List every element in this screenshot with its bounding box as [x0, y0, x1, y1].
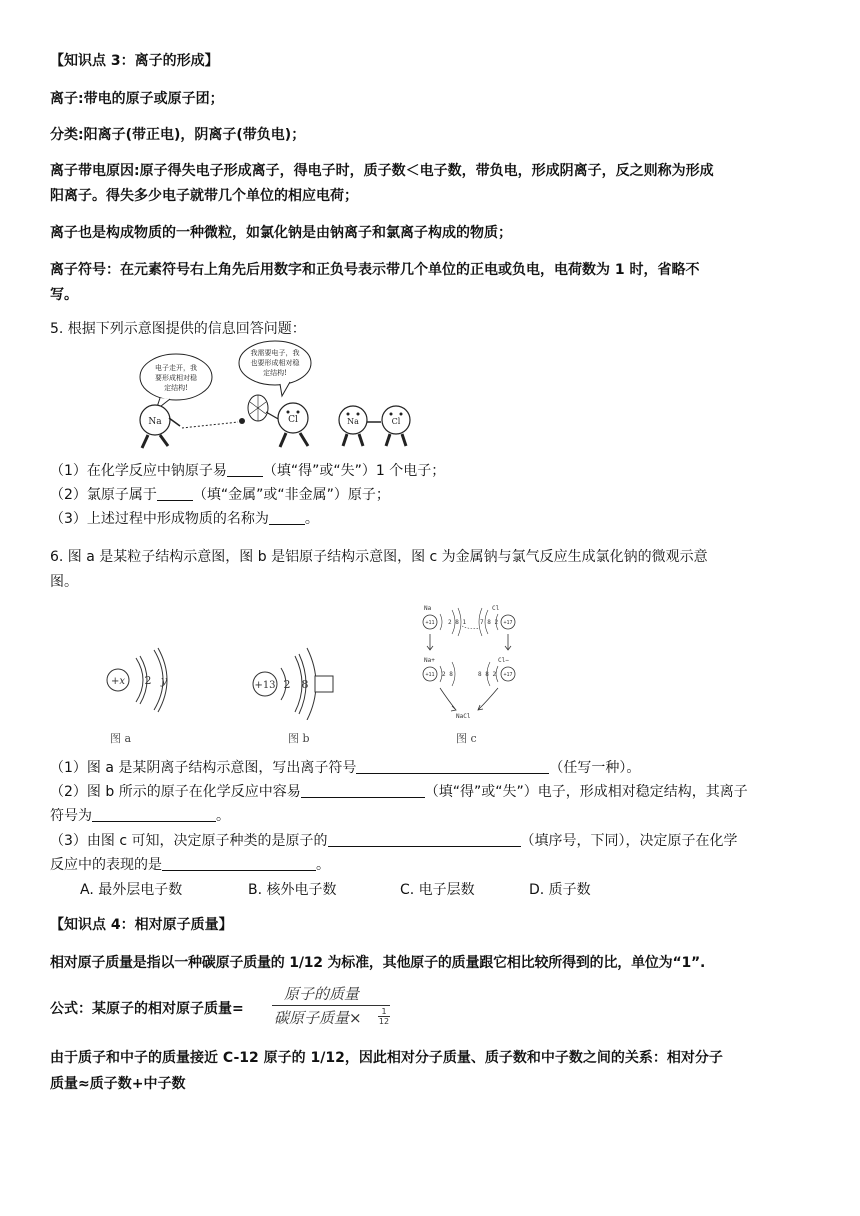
kp3-classification: 分类:阳离子(带正电)，阴离子(带负电)； — [50, 127, 306, 143]
q6-sub2 — [50, 781, 815, 801]
kp3-symbol-line2: 写。 — [50, 287, 78, 303]
svg-text:电子走开，我: 电子走开，我 — [155, 364, 197, 372]
kp3-composition: 离子也是构成物质的一种微粒，如氯化钠是由钠离子和氯离子构成的物质； — [50, 225, 512, 241]
fig-c-na-ion: Na+ — [424, 657, 435, 664]
formula-denominator: 碳原子质量× — [274, 1009, 362, 1027]
q5-cartoon-figure — [130, 340, 430, 452]
q6-sub3-cont — [50, 854, 815, 874]
q5-sub1 — [50, 460, 815, 480]
q5-sub3-text: （3）上述过程中形成物质的名称为 — [50, 511, 269, 527]
q6-sub3-hint: （填序号，下同），决定原子在化学 — [520, 833, 738, 849]
svg-text:也要形成相对稳: 也要形成相对稳 — [250, 359, 300, 367]
fig-c-cl-ion-shells: 8 8 2 — [478, 671, 497, 678]
fig-a-shell2: y — [160, 674, 168, 687]
svg-text:我需要电子，我: 我需要电子，我 — [250, 349, 300, 357]
q6-sub1-hint: （任写一种）。 — [549, 760, 641, 776]
q6-figure-c — [418, 600, 528, 725]
fig-c-na-ion-shells: 2 8 — [442, 671, 453, 678]
fig-c-na-shells: 2 8 1 — [448, 619, 467, 626]
fig-c-product: NaCl — [456, 713, 471, 720]
q6-stem-line1: 6. 图 a 是某粒子结构示意图，图 b 是铝原子结构示意图，图 c 为金属钠与氯气反应生成氯化钠的微观示意 — [50, 549, 708, 565]
q6-sub3-text: （3）由图 c 可知，决定原子种类的是原子的 — [50, 833, 328, 849]
fig-c-na-nucleus: +11 — [425, 620, 435, 626]
formula-frac-den: 12 — [378, 1017, 390, 1026]
kp3-title: 【知识点 3：离子的形成】 — [50, 53, 219, 69]
q6-sub2-hint: （填“得”或“失”）电子，形成相对稳定结构，其离子 — [424, 784, 748, 800]
q6-sub1-blank[interactable] — [356, 759, 549, 774]
q5-sub2-hint: （填“金属”或“非金属”）原子； — [192, 487, 390, 503]
q5-sub2-blank[interactable] — [157, 486, 193, 501]
q5-sub2 — [50, 484, 815, 504]
q5-sub1-text: （1）在化学反应中钠原子易 — [50, 463, 227, 479]
fig-b-nucleus: +13 — [254, 680, 276, 691]
fig-b-caption: 图 b — [288, 732, 310, 745]
kp4-relation-line1: 由于质子和中子的质量接近 C-12 原子的 1/12，因此相对分子质量、质子数和中子数之间的关系：相对分子 — [50, 1050, 723, 1066]
q6-sub3-blank2[interactable] — [162, 856, 316, 871]
q6-sub2-end: 。 — [216, 808, 230, 824]
kp4-formula-label: 公式：某原子的相对原子质量= — [50, 1001, 244, 1017]
q6-stem-line2: 图。 — [50, 574, 78, 590]
q5-sub1-blank[interactable] — [227, 462, 263, 477]
q5-sub3-end: 。 — [304, 511, 319, 527]
formula-frac-num: 1 — [381, 1007, 387, 1016]
svg-text:Na: Na — [347, 417, 359, 426]
kp4-formula-fraction — [270, 983, 400, 1031]
q6-figure-a — [100, 640, 180, 720]
q6-sub2-cont — [50, 805, 815, 825]
option-b: B. 核外电子数 — [248, 882, 337, 898]
fig-c-cl-ion-nucleus: +17 — [503, 672, 513, 678]
fig-b-shell2: 8 — [301, 678, 309, 691]
q6-sub2-symbol-text: 符号为 — [50, 808, 92, 824]
fig-c-cl: Cl — [492, 605, 500, 612]
q5-sub1-hint: （填“得”或“失”）1 个电子； — [262, 463, 446, 479]
q6-figure-b — [245, 640, 345, 720]
q6-sub2-text: （2）图 b 所示的原子在化学反应中容易 — [50, 784, 301, 800]
option-d: D. 质子数 — [529, 882, 591, 898]
fig-c-na-ion-nucleus: +11 — [425, 672, 435, 678]
q5-sub2-text: （2）氯原子属于 — [50, 487, 157, 503]
q5-sub3 — [50, 508, 815, 528]
formula-one-twelfth — [378, 1007, 390, 1026]
fig-c-caption: 图 c — [456, 732, 477, 745]
fig-a-caption: 图 a — [110, 732, 132, 745]
svg-text:定结构!: 定结构! — [164, 384, 188, 392]
q6-sub3-end: 。 — [316, 857, 330, 873]
q6-sub3 — [50, 830, 815, 850]
fig-a-nucleus: +x — [110, 676, 126, 687]
formula-numerator: 原子的质量 — [284, 985, 360, 1003]
svg-text:要形成相对稳: 要形成相对稳 — [155, 374, 197, 382]
q6-sub1 — [50, 757, 815, 777]
q5-sub3-blank[interactable] — [269, 510, 305, 525]
svg-text:Cl: Cl — [288, 415, 298, 425]
svg-text:Cl: Cl — [391, 417, 401, 426]
q6-sub3-blank1[interactable] — [328, 832, 521, 847]
svg-text:Na: Na — [148, 417, 162, 427]
fig-b-shell1: 2 — [283, 678, 291, 691]
fig-c-na: Na — [424, 605, 432, 612]
fig-a-shell1: 2 — [144, 674, 152, 687]
q6-sub3-behavior-text: 反应中的表现的是 — [50, 857, 162, 873]
kp4-title: 【知识点 4：相对原子质量】 — [50, 917, 233, 933]
kp3-symbol-line1: 离子符号：在元素符号右上角先后用数字和正负号表示带几个单位的正电或负电，电荷数为 1 时，省略不 — [50, 262, 700, 278]
kp4-definition: 相对原子质量是指以一种碳原子质量的 1/12 为标准，其他原子的质量跟它相比较所得到的比，单位为“1”. — [50, 955, 706, 971]
fig-c-cl-ion: Cl− — [498, 657, 509, 664]
q6-sub2-blank1[interactable] — [301, 783, 425, 798]
fig-c-cl-shells: 7 8 2 — [480, 619, 499, 626]
q5-stem: 5. 根据下列示意图提供的信息回答问题： — [50, 321, 306, 337]
kp3-definition: 离子:带电的原子或原子团； — [50, 91, 224, 107]
kp4-relation-line2: 质量≈质子数+中子数 — [50, 1076, 186, 1092]
fig-c-cl-nucleus: +17 — [503, 620, 513, 626]
kp3-cause-line1: 离子带电原因:原子得失电子形成离子，得电子时，质子数＜电子数，带负电，形成阴离子，反之则称为形成 — [50, 163, 714, 179]
kp3-cause-line2: 阳离子。得失多少电子就带几个单位的相应电荷； — [50, 188, 358, 204]
option-a: A. 最外层电子数 — [80, 882, 183, 898]
option-c: C. 电子层数 — [400, 882, 475, 898]
q6-sub2-blank2[interactable] — [92, 807, 216, 822]
svg-text:定结构!: 定结构! — [263, 369, 287, 377]
q6-sub1-text: （1）图 a 是某阴离子结构示意图，写出离子符号 — [50, 760, 357, 776]
formula-bar — [272, 1005, 390, 1006]
